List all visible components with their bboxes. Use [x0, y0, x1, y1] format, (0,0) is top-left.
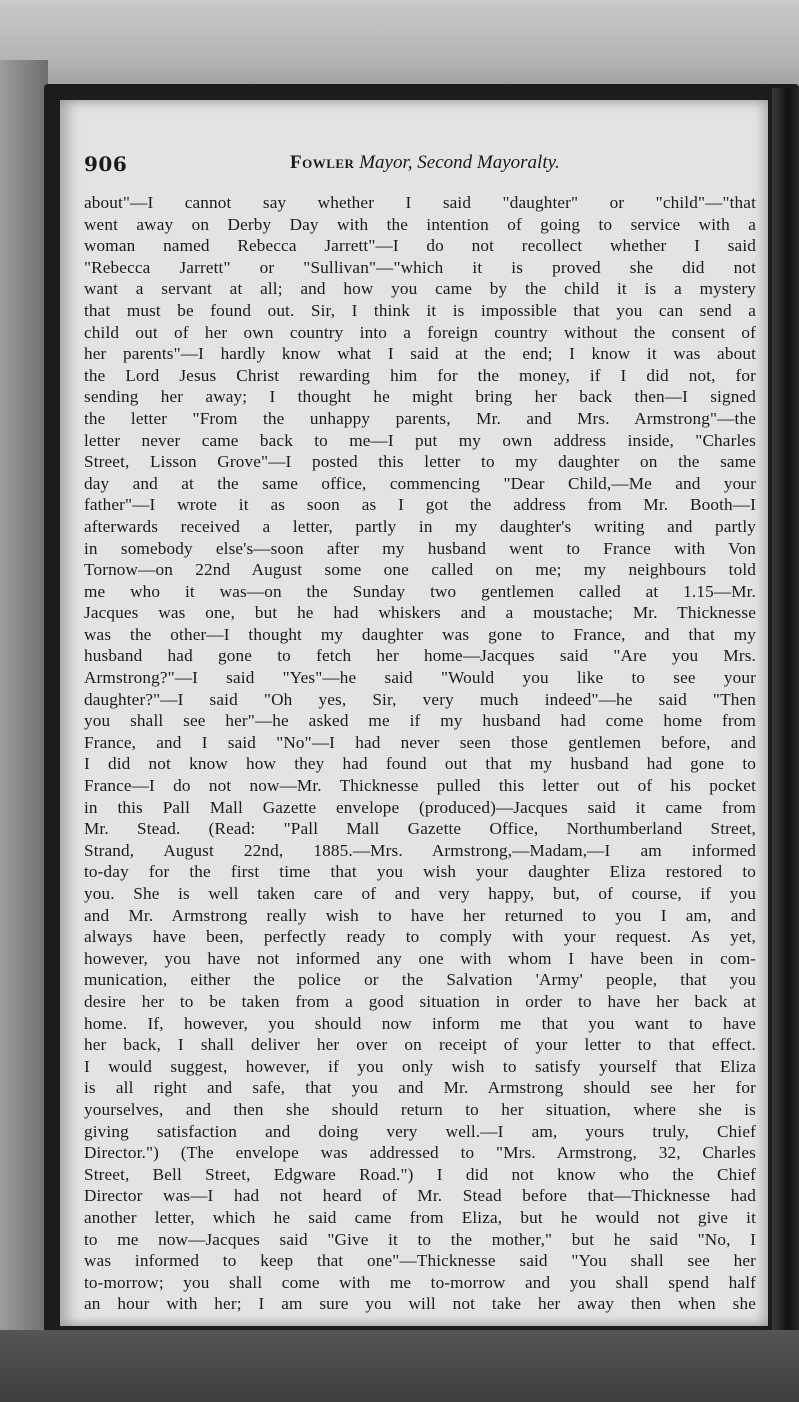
running-head	[290, 152, 560, 174]
text-line: always have been, perfectly ready to comply with your request. As yet,	[84, 927, 756, 947]
text-line: to-morrow; you shall come with me to-morrow and you shall spend half	[84, 1272, 756, 1292]
text-line: that must be found out. Sir, I think it is impossible that you can send a	[84, 300, 756, 320]
text-line: France, and I said "No"—I had never seen those gentlemen before, and	[84, 732, 756, 752]
text-line: went away on Derby Day with the intention of going to service with a	[84, 214, 756, 234]
text-line: home. If, however, you should now inform me that you want to have	[84, 1013, 756, 1033]
scan-background-bottom	[0, 1330, 799, 1402]
text-line: however, you have not informed any one with whom I have been in com-	[84, 948, 756, 968]
text-line: is all right and safe, that you and Mr. Armstrong should see her for	[84, 1078, 756, 1098]
text-line: in somebody else's—soon after my husband went to France with Von	[84, 538, 756, 558]
text-line: me who it was—on the Sunday two gentlemen called at 1.15—Mr.	[84, 581, 756, 601]
text-line: sending her away; I thought he might bring her back then—I signed	[84, 387, 756, 407]
text-line: to me now—Jacques said "Give it to the mother," but he said "No, I	[84, 1229, 756, 1249]
text-line: want a servant at all; and how you came by the child it is a mystery	[84, 279, 756, 299]
book-spine	[772, 88, 799, 1338]
text-line: about"—I cannot say whether I said "daughter" or "child"—"that	[84, 193, 756, 212]
text-line: and Mr. Armstrong really wish to have her returned to you I am, and	[84, 905, 756, 925]
body-text	[84, 192, 768, 1315]
text-line: husband had gone to fetch her home—Jacques said "Are you Mrs.	[84, 646, 756, 666]
text-line: letter never came back to me—I put my own address inside, "Charles	[84, 430, 756, 450]
text-line: afterwards received a letter, partly in my daughter's writing and partly	[84, 516, 756, 536]
text-line: father"—I wrote it as soon as I got the address from Mr. Booth—I	[84, 495, 756, 515]
text-line: Mr. Stead. (Read: "Pall Mall Gazette Office, Northumberland Street,	[84, 819, 756, 839]
text-line: Director was—I had not heard of Mr. Stead before that—Thicknesse had	[84, 1186, 756, 1206]
text-line: Armstrong?"—I said "Yes"—he said "Would you like to see your	[84, 668, 756, 688]
text-line: Street, Lisson Grove"—I posted this letter to my daughter on the same	[84, 452, 756, 472]
text-line: the Lord Jesus Christ rewarding him for the money, if I did not, for	[84, 365, 756, 385]
text-line: another letter, which he said came from Eliza, but he would not give it	[84, 1207, 756, 1227]
text-line: day and at the same office, commencing "Dear Child,—Me and your	[84, 473, 756, 493]
scan-background-left	[0, 60, 48, 1402]
text-line: "Rebecca Jarrett" or "Sullivan"—"which it is proved she did not	[84, 257, 756, 277]
text-line: her back, I shall deliver her over on receipt of your letter to that effect.	[84, 1035, 756, 1055]
running-head-middle: Mayor,	[359, 152, 413, 173]
text-line: Strand, August 22nd, 1885.—Mrs. Armstrong,—Madam,—I am informed	[84, 840, 756, 860]
text-line: France—I do not now—Mr. Thicknesse pulled this letter out of his pocket	[84, 776, 756, 796]
text-line: I did not know how they had found out that my husband had gone to	[84, 754, 756, 774]
text-line: Jacques was one, but he had whiskers and a moustache; Mr. Thicknesse	[84, 603, 756, 623]
page-number: 906	[84, 152, 128, 176]
text-line: child out of her own country into a foreign country without the consent of	[84, 322, 756, 342]
text-line: to-day for the first time that you wish your daughter Eliza restored to	[84, 862, 756, 882]
text-line: giving satisfaction and doing very well.—I am, yours truly, Chief	[84, 1121, 756, 1141]
text-line: was the other—I thought my daughter was gone to France, and that my	[84, 624, 756, 644]
text-line: you shall see her"—he asked me if my husband had come home from	[84, 711, 756, 731]
text-line: an hour with her; I am sure you will not take her away then when she	[84, 1294, 756, 1314]
text-line: desire her to be taken from a good situation in order to have her back at	[84, 991, 756, 1011]
text-line: munication, either the police or the Salvation 'Army' people, that you	[84, 970, 756, 990]
running-head-name: Fowler	[290, 152, 355, 173]
text-line: Director.") (The envelope was addressed to "Mrs. Armstrong, 32, Charles	[84, 1143, 756, 1163]
running-head-rest: Second Mayoralty.	[417, 152, 560, 173]
text-line: daughter?"—I said "Oh yes, Sir, very much indeed"—he said "Then	[84, 689, 756, 709]
text-line: the letter "From the unhappy parents, Mr. and Mrs. Armstrong"—the	[84, 408, 756, 428]
text-line: Street, Bell Street, Edgware Road.") I did not know who the Chief	[84, 1164, 756, 1184]
text-line: in this Pall Mall Gazette envelope (produced)—Jacques said it came from	[84, 797, 756, 817]
page-header	[84, 152, 684, 186]
text-line: Tornow—on 22nd August some one called on me; my neighbours told	[84, 560, 756, 580]
text-line: was informed to keep that one"—Thicknesse said "You shall see her	[84, 1251, 756, 1271]
text-line: I would suggest, however, if you only wish to satisfy yourself that Eliza	[84, 1056, 756, 1076]
text-line: yourselves, and then she should return to her situation, where she is	[84, 1099, 756, 1119]
text-line: you. She is well taken care of and very happy, but, of course, if you	[84, 884, 756, 903]
text-line: woman named Rebecca Jarrett"—I do not recollect whether I said	[84, 236, 756, 256]
text-line: her parents"—I hardly know what I said at the end; I know it was about	[84, 344, 756, 364]
